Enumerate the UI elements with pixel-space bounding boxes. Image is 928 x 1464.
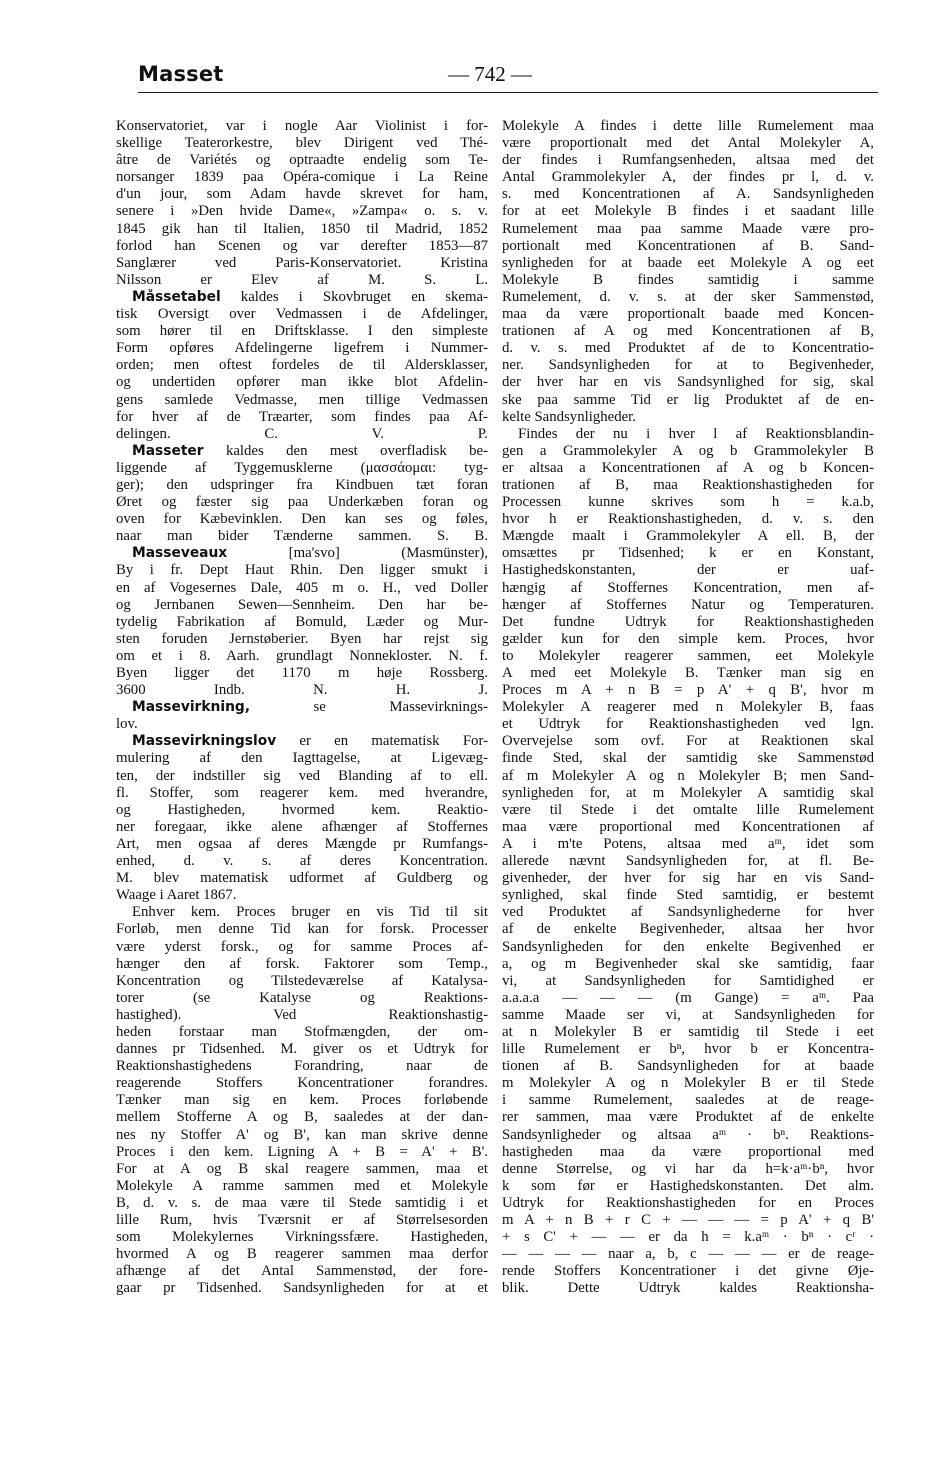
line-text: Molekyle A ramme sammen med et Molekyle (116, 1177, 488, 1194)
text-line (502, 768, 874, 785)
line-text: allerede nævnt Sandsynligheden for, at fl. Be- (502, 853, 874, 870)
text-line (116, 1127, 488, 1144)
line-text: senere i »Den hvide Dame«, »Zampa« o. s. v. (116, 203, 488, 220)
line-text: Koncentration og Tilstedeværelse af Katalysa- (116, 972, 488, 989)
text-line (116, 545, 488, 562)
entry-headword: Massevirkning, (132, 699, 251, 716)
line-text: være yderst forsk., og for samme Proces af- (116, 938, 488, 955)
line-text: M. blev matematisk udformet af Guldberg og (116, 870, 488, 887)
text-line (116, 733, 488, 750)
text-line (502, 135, 874, 152)
line-text: A i m'te Potens, altsaa med aᵐ, idet som (502, 835, 874, 852)
line-text: Rumelement maa paa samme Maade være pro- (502, 220, 874, 237)
text-line (116, 289, 488, 306)
text-line (116, 374, 488, 391)
text-line (502, 990, 874, 1007)
text-line (502, 939, 874, 956)
text-line (502, 1246, 874, 1263)
text-line (116, 648, 488, 665)
line-text: Antal Grammolekyler A, der findes pr l, d. v. (502, 169, 874, 186)
line-text: m Molekyler A og n Molekyler B er til Stede (502, 1075, 874, 1092)
line-text: omsættes pr Tidsenhed; k er en Konstant, (502, 545, 874, 562)
line-text: af de enkelte Begivenheder, altsaa her hvor (502, 921, 874, 938)
text-line (502, 580, 874, 597)
text-line (116, 870, 488, 887)
text-line (116, 631, 488, 648)
text-line (502, 443, 874, 460)
line-text: âtre de Variétés og optraadte endelig som Te- (116, 152, 488, 169)
line-text: delingen. C. V. P. (116, 425, 488, 442)
text-line (116, 785, 488, 802)
entry-headword: Masseter (132, 442, 204, 459)
line-text: gens samlede Vedmasse, men tillige Vedmassen (116, 391, 488, 408)
line-text: synligheden for at baade eet Molekyle A og eet (502, 254, 874, 271)
text-line (116, 1195, 488, 1212)
line-text: lille Rum, hvis Tværsnit er af Størrelsesorden (116, 1212, 488, 1228)
text-line (116, 1109, 488, 1126)
line-text: skellige Teaterorkestre, blev Dirigent ved Thé- (116, 135, 488, 152)
line-text: Molekyler A reagerer med n Molekyler B, faas (502, 699, 874, 716)
line-text: B, d. v. s. de maa være til Stede samtidig i et (116, 1194, 488, 1211)
line-text: k som før er Hastighedskonstanten. Det alm. (502, 1177, 874, 1194)
text-line (502, 169, 874, 186)
text-line (116, 460, 488, 477)
text-line (502, 1024, 874, 1041)
text-line (116, 1092, 488, 1109)
line-text: + s C' + — — er da h = k.aᵐ · bⁿ · cʳ · (502, 1229, 874, 1246)
text-line (502, 1178, 874, 1195)
header-rule (138, 92, 878, 93)
entry-headword: Massevirkningslov (132, 733, 277, 750)
line-text: Hastighedskonstanten, der er uaf- (502, 562, 874, 579)
line-text: for at eet Molekyle B findes i et saadant lille (502, 203, 874, 220)
line-text: om et i 8. Aarh. grundlagt Nonnekloster. N. f. (116, 647, 488, 664)
text-line (502, 631, 874, 648)
entry-headword: Masseveaux (132, 545, 228, 562)
running-headword: Masset (138, 62, 224, 86)
line-text: gælder kun for den simple kem. Proces, hvor (502, 630, 874, 647)
line-text: orden; men oftest fordeles de til Aldersklasser, (116, 357, 488, 374)
text-line (116, 1024, 488, 1041)
text-line (116, 921, 488, 938)
line-text: 3600 Indb. N. H. J. (116, 682, 488, 699)
line-text: Molekyle B findes samtidig i samme (502, 271, 874, 288)
text-line (502, 1161, 874, 1178)
text-line (502, 477, 874, 494)
line-text: dannes pr Tidsenhed. M. giver os et Udtryk for (116, 1041, 488, 1058)
line-text: nes ny Stoffer A' og B', kan man skrive denne (116, 1126, 488, 1143)
line-text: som hører til en Driftsklasse. I den simpleste (116, 323, 488, 340)
text-line (502, 1195, 874, 1212)
text-line (502, 648, 874, 665)
text-line (116, 836, 488, 853)
text-line (116, 169, 488, 186)
line-text: Sandsynligheder og altsaa aᵐ · bⁿ. Reaktions- (502, 1126, 874, 1143)
line-text: norsanger 1839 paa Opéra-comique i La Reine (116, 169, 488, 186)
line-text: gen a Grammolekyler A og b Grammolekyler B (502, 442, 874, 459)
line-text: enhed, d. v. s. af deres Koncentration. (116, 853, 488, 870)
line-text: synlighed, skal finde Sted samtidig, er bestemt (502, 887, 874, 904)
text-line (502, 545, 874, 562)
text-line (502, 733, 874, 750)
line-text: maa være proportional med Koncentrationen af (502, 818, 874, 835)
line-text: lov. (116, 716, 138, 733)
line-text: Nilsson er Elev af M. S. L. (116, 271, 488, 288)
line-text: for hver af de Træarter, som findes paa Af- (116, 408, 488, 425)
text-line (502, 716, 874, 733)
line-text: finde Sted, skal der samtidig ske Sammenstød (502, 750, 874, 767)
text-line (116, 135, 488, 152)
text-line (116, 323, 488, 340)
text-line (116, 580, 488, 597)
text-line (502, 494, 874, 511)
entry-headword: Måssetabel (132, 288, 221, 305)
text-line (502, 1092, 874, 1109)
line-text: en af Vogesernes Dale, 405 m o. H., ved Doller (116, 579, 488, 596)
text-line (502, 597, 874, 614)
line-text: oven for Kæbevinklen. Den kan ses og føles, (116, 511, 488, 528)
line-text: ske paa samme Tid er lig Produktet af de en- (502, 391, 874, 408)
text-line (116, 1280, 488, 1297)
line-text: Det fundne Udtryk for Reaktionshastigheden (502, 613, 874, 630)
line-text: rende Stoffers Koncentrationer i det givne Øje- (502, 1263, 874, 1280)
line-text: portionalt med Koncentrationen af B. Sand- (502, 237, 874, 254)
line-text: denne Størrelse, og vi har da h=k·aᵐ·bⁿ, hvor (502, 1160, 874, 1177)
line-text: ten, der indstiller sig ved Blanding af to ell. (116, 767, 488, 784)
line-text: — — — — naar a, b, c — — — er de reage- (502, 1246, 874, 1263)
line-text: Sanglærer ved Paris-Konservatoriet. Kristina (116, 254, 488, 271)
text-line (116, 1058, 488, 1075)
text-line (502, 1075, 874, 1092)
text-line (116, 562, 488, 579)
left-column (116, 118, 488, 1358)
line-text: heden forstaar man Stofmængden, der om- (116, 1023, 488, 1040)
text-line (502, 374, 874, 391)
line-text: Art, men ogsaa af deres Mængde pr Rumfangs- (116, 835, 488, 852)
line-text: mellem Stofferne A og B, saaledes at der dan- (116, 1109, 488, 1126)
text-line (116, 682, 488, 699)
line-text: mulering af den Iagttagelse, at Ligevæg- (116, 750, 488, 767)
line-text: liggende af Tyggemusklerne (μασσάομαι: tyg- (116, 459, 488, 476)
text-line (502, 272, 874, 289)
line-text: af m Molekyler A og n Molekyler B; men Sand- (502, 767, 874, 784)
line-text: a, og m Begivenheder skal ske samtidig, faar (502, 955, 874, 972)
text-line (502, 1058, 874, 1075)
line-text: Konservatoriet, var i nogle Aar Violinist i for- (116, 118, 488, 134)
text-line (116, 272, 488, 289)
text-line (116, 956, 488, 973)
text-line (116, 1041, 488, 1058)
text-line (502, 152, 874, 169)
text-line (502, 870, 874, 887)
line-text: og undertiden opfører man ikke blot Afdelin- (116, 374, 488, 391)
line-text: ger); den udspringer fra Kindbuen tæt foran (116, 476, 488, 493)
text-line (116, 1178, 488, 1195)
line-text: Molekyle A findes i dette lille Rumelement maa (502, 118, 874, 134)
text-line (502, 750, 874, 767)
line-text: lille Rumelement er bⁿ, hvor b er Koncentra- (502, 1041, 874, 1058)
line-text: hvor h er Reaktionshastigheden, d. v. s. den (502, 511, 874, 528)
text-line (502, 853, 874, 870)
text-line (116, 186, 488, 203)
text-line (502, 289, 874, 306)
line-text: d'un jour, som Adam havde skrevet for ham, (116, 186, 488, 203)
text-line (116, 819, 488, 836)
text-line (116, 409, 488, 426)
line-text: Udtryk for Reaktionshastigheden for en Proces (502, 1194, 874, 1211)
line-text: synligheden for, at m Molekyler A samtidig skal (502, 784, 874, 801)
line-text: gaar pr Tidsenhed. Sandsynligheden for at et (116, 1280, 488, 1297)
text-line (116, 1161, 488, 1178)
line-text: Øret og fæster sig paa Underkæben foran og (116, 494, 488, 511)
line-text: ner foregaar, ikke alene afhænger af Stoffernes (116, 818, 488, 835)
line-text: ner. Sandsynligheden for at to Begivenheder, (502, 357, 874, 374)
line-text: et Udtryk for Reaktionshastigheden ved lgn. (502, 716, 874, 733)
text-line (116, 1075, 488, 1092)
text-line (502, 614, 874, 631)
text-line (116, 340, 488, 357)
text-line (502, 511, 874, 528)
text-line (502, 409, 874, 426)
text-line (502, 904, 874, 921)
text-line (502, 460, 874, 477)
line-text: sten foruden Jernstøberier. Byen har rejst sig (116, 630, 488, 647)
line-text: Reaktionshastighedens Forandring, naar de (116, 1058, 488, 1075)
text-line (116, 597, 488, 614)
text-line (502, 1280, 874, 1297)
line-text: i samme Rumelement, saaledes at de reage- (502, 1092, 874, 1109)
line-text: hastighed). Ved Reaktionshastig- (116, 1006, 488, 1023)
line-text: være proportionalt med det Antal Molekyler A, (502, 135, 874, 152)
line-text: kaldes den mest overfladisk be- (203, 442, 488, 459)
text-line (116, 904, 488, 921)
text-line (502, 1041, 874, 1058)
text-line (502, 118, 874, 135)
text-line (502, 921, 874, 938)
line-text: hvormed A og B reagerer sammen maa derfor (116, 1246, 488, 1263)
line-text: maa da være proportionalt baade med Koncen- (502, 306, 874, 323)
text-line (502, 186, 874, 203)
text-line (502, 340, 874, 357)
line-text: 1845 gik han til Italien, 1850 til Madrid, 1852 (116, 220, 488, 237)
right-column (502, 118, 874, 1358)
line-text: to Molekyler reagerer sammen, eet Molekyle (502, 647, 874, 664)
text-line (502, 306, 874, 323)
text-line (116, 357, 488, 374)
text-line (502, 1109, 874, 1126)
text-line (116, 255, 488, 272)
text-line (116, 665, 488, 682)
line-text: d. v. s. med Produktet af de to Koncentratio- (502, 340, 874, 357)
text-line (116, 152, 488, 169)
line-text: Processen kunne skrives som h = k.a.b, (502, 494, 874, 511)
page-number: — 742 — (448, 62, 532, 86)
text-line (502, 323, 874, 340)
line-text: kelte Sandsynligheder. (502, 408, 636, 425)
text-line (502, 836, 874, 853)
text-line (116, 392, 488, 409)
text-line (502, 956, 874, 973)
line-text: [ma'svo] (Masmünster), (227, 545, 488, 562)
text-line (116, 528, 488, 545)
text-line (116, 750, 488, 767)
text-line (116, 118, 488, 135)
line-text: a.a.a.a — — — (m Gange) = aᵐ. Paa (502, 989, 874, 1006)
text-line (116, 887, 488, 904)
line-text: tisk Oversigt over Vedmassen i de Afdelinger, (116, 306, 488, 323)
text-line (502, 1229, 874, 1246)
text-line (502, 1127, 874, 1144)
line-text: der findes i Rumfangsenheden, altsaa med det (502, 152, 874, 169)
line-text: er altsaa a Koncentrationen af A og b Koncen- (502, 459, 874, 476)
line-text: For at A og B skal reagere sammen, maa et (116, 1160, 488, 1177)
line-text: og Hastigheden, hvormed kem. Reaktio- (116, 801, 488, 818)
text-line (502, 819, 874, 836)
line-text: m A + n B + r C + — — — = p A' + q B' (502, 1212, 874, 1228)
line-text: s. med Koncentrationen af A. Sandsynligheden (502, 186, 874, 203)
line-text: Forløb, men denne Tid kan for forsk. Processer (116, 921, 488, 938)
page-header (138, 62, 878, 94)
line-text: hænger af Stoffernes Natur og Temperaturen. (502, 596, 874, 613)
line-text: naar man bider Tænderne sammen. S. B. (116, 528, 488, 545)
line-text: Overvejelse som ovf. For at Reaktionen skal (502, 733, 874, 750)
line-text: samme Maade ser vi, at Sandsynligheden for (502, 1006, 874, 1023)
line-text: Sandsynligheden for den enkelte Begivenhed er (502, 938, 874, 955)
text-line (502, 802, 874, 819)
text-line (116, 1246, 488, 1263)
text-line (502, 562, 874, 579)
line-text: Byen ligger det 1170 m høje Rossberg. (116, 665, 488, 681)
text-line (116, 221, 488, 238)
text-line (502, 426, 874, 443)
line-text: Enhver kem. Proces bruger en vis Tid til sit (132, 904, 488, 921)
text-line (502, 699, 874, 716)
text-line (116, 990, 488, 1007)
line-text: vi, at Sandsynligheden for Samtidighed er (502, 972, 874, 989)
text-line (502, 203, 874, 220)
text-line (116, 973, 488, 990)
text-line (116, 1212, 488, 1229)
line-text: hængig af Stoffernes Koncentration, men af- (502, 579, 874, 596)
text-line (116, 511, 488, 528)
text-line (116, 614, 488, 631)
line-text: givenheder, der hver for sig har en vis Sand- (502, 870, 874, 887)
text-line (502, 357, 874, 374)
line-text: der hver har en vis Sandsynlighed for sig, skal (502, 374, 874, 391)
line-text: hastigheden maa da være proportional med (502, 1143, 874, 1160)
line-text: ved Produktet af Sandsynlighederne for hver (502, 904, 874, 921)
line-text: blik. Dette Udtryk kaldes Reaktionsha- (502, 1280, 874, 1297)
line-text: Waage i Aaret 1867. (116, 887, 237, 904)
text-line (116, 768, 488, 785)
text-line (116, 443, 488, 460)
text-line (116, 716, 488, 733)
text-line (116, 203, 488, 220)
text-line (502, 221, 874, 238)
line-text: være til Stede i det omtalte lille Rumelement (502, 801, 874, 818)
text-line (116, 1007, 488, 1024)
line-text: trationen af A og med Koncentrationen af B, (502, 323, 874, 340)
line-text: Tænker man sig en kem. Proces forløbende (116, 1092, 488, 1109)
text-line (116, 306, 488, 323)
text-line (116, 1144, 488, 1161)
line-text: Mængde maalt i Grammolekyler A ell. B, der (502, 528, 874, 545)
text-line (502, 1212, 874, 1229)
line-text: trationen af B, maa Reaktionshastigheden for (502, 476, 874, 493)
line-text: hænger den af forsk. Faktorer som Temp., (116, 955, 488, 972)
text-line (502, 1144, 874, 1161)
line-text: torer (se Katalyse og Reaktions- (116, 989, 488, 1006)
text-line (116, 238, 488, 255)
text-line (116, 426, 488, 443)
line-text: er en matematisk For- (276, 733, 488, 750)
line-text: Proces m A + n B = p A' + q B', hvor m (502, 682, 874, 699)
text-line (502, 255, 874, 272)
line-text: tionen af B. Sandsynligheden for at baade (502, 1058, 874, 1075)
line-text: se Massevirknings- (250, 699, 488, 716)
line-text: By i fr. Dept Haut Rhin. Den ligger smukt i (116, 562, 488, 579)
line-text: som Molekylernes Virkningssfære. Hastigheden, (116, 1229, 488, 1246)
text-line (116, 802, 488, 819)
line-text: fl. Stoffer, som reagerer kem. med hverandre, (116, 784, 488, 801)
line-text: Rumelement, d. v. s. at der sker Sammenstød, (502, 288, 874, 305)
text-line (116, 477, 488, 494)
line-text: og Jernbanen Sewen—Sennheim. Den har be- (116, 596, 488, 613)
line-text: rer sammen, maa være Produktet af de enkelte (502, 1109, 874, 1126)
text-line (502, 682, 874, 699)
text-line (502, 887, 874, 904)
text-line (116, 699, 488, 716)
line-text: A med eet Molekyle B. Tænker man sig en (502, 665, 874, 681)
line-text: forlod han Scenen og var derefter 1853—87 (116, 237, 488, 254)
line-text: Findes der nu i hver l af Reaktionsblandin- (518, 425, 874, 442)
line-text: Form opføres Afdelingerne ligefrem i Nummer- (116, 340, 488, 357)
line-text: Proces i den kem. Ligning A + B = A' + B'. (116, 1143, 488, 1160)
text-line (116, 494, 488, 511)
text-line (502, 665, 874, 682)
text-line (116, 853, 488, 870)
text-line (502, 785, 874, 802)
line-text: tydelig Fabrikation af Bomuld, Læder og Mur- (116, 613, 488, 630)
text-line (502, 392, 874, 409)
text-line (116, 939, 488, 956)
line-text: kaldes i Skovbruget en skema- (220, 288, 488, 305)
text-line (502, 238, 874, 255)
text-line (116, 1229, 488, 1246)
text-line (502, 973, 874, 990)
text-line (116, 1263, 488, 1280)
text-line (502, 528, 874, 545)
line-text: reagerende Stoffers Koncentrationer forandres. (116, 1075, 488, 1092)
text-line (502, 1263, 874, 1280)
text-line (502, 1007, 874, 1024)
line-text: afhænge af det Antal Sammenstød, der fore- (116, 1263, 488, 1280)
line-text: at n Molekyler B er samtidig til Stede i eet (502, 1023, 874, 1040)
